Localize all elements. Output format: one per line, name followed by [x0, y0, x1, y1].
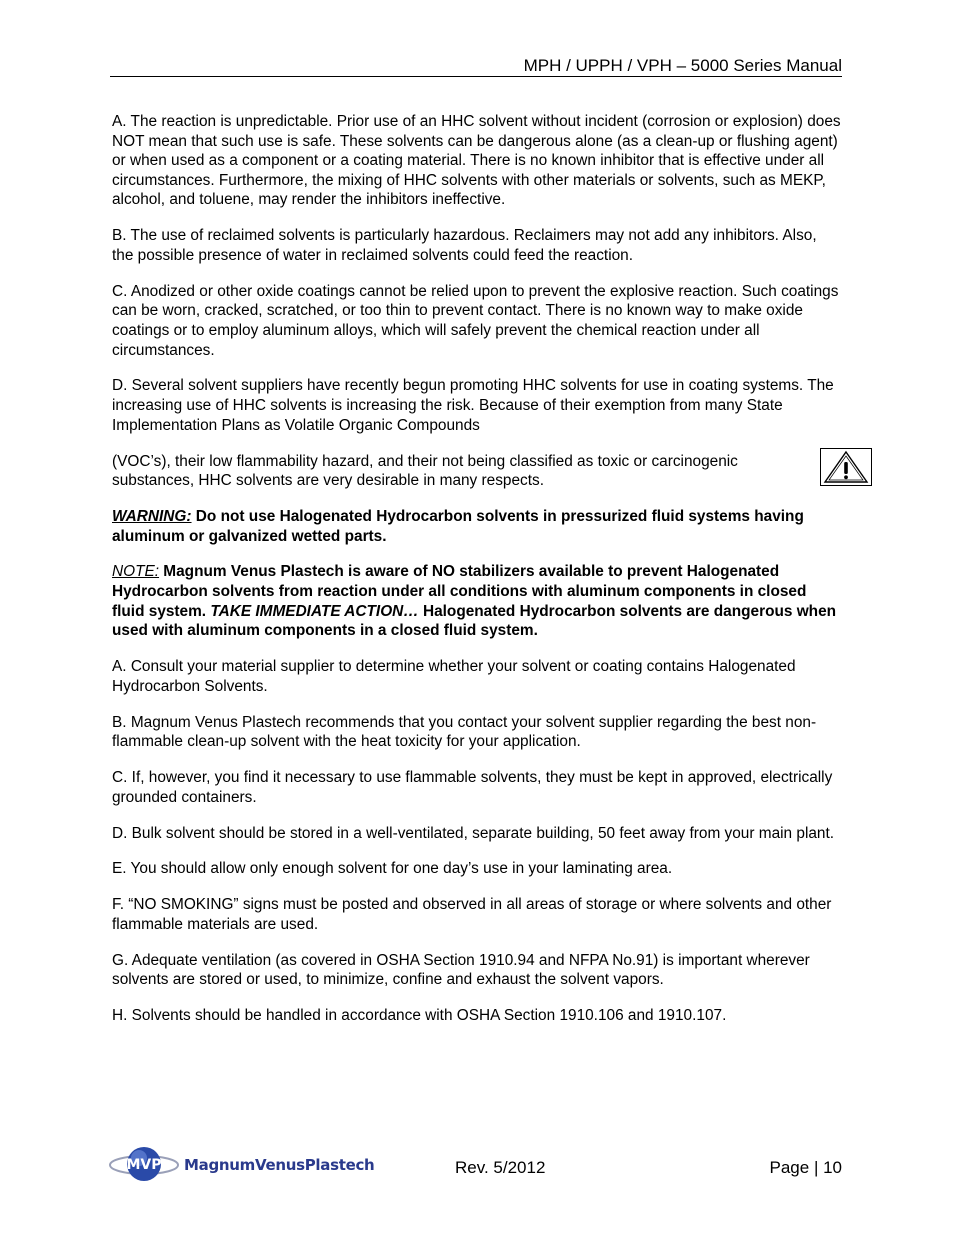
logo-wordmark: MagnumVenusPlastech: [184, 1156, 375, 1174]
revision-date: Rev. 5/2012: [455, 1158, 546, 1177]
safety-item-b: B. Magnum Venus Plastech recommends that you contact your solvent supplier regarding the best non-flammable clean-up solvent with the heat toxicity for your application.: [112, 713, 817, 751]
paragraph-a: A. The reaction is unpredictable. Prior use of an HHC solvent without incident (corrosion or explosion) does NOT mean that such use is safe. These solvents can be dangerous alone (as a clean-up or flushing agent) or when used as a component or a coating material. There is no known inhibitor that is effective under all circumstances. Furthermore, the mixing of HHC solvents with other materials or solvents, such as MEKP, alcohol, and toluene, may render the inhibitors ineffective.: [112, 113, 841, 209]
note-text-2: Halogenated Hydrocarbon solvents are dangerous when used with aluminum components in a closed fluid system.: [112, 602, 837, 640]
company-logo: [104, 1140, 394, 1188]
warning-triangle-icon: [820, 448, 872, 486]
paragraph-b: B. The use of reclaimed solvents is particularly hazardous. Reclaimers may not add any inhibitors. Also, the possible presence of water in reclaimed solvents could feed the reaction.: [112, 227, 817, 264]
paragraph-d-continued: (VOC’s), their low flammability hazard, and their not being classified as toxic or carcinogenic substances, HHC solvents are very desirable in many respects.: [112, 452, 738, 490]
note-italic-action: TAKE IMMEDIATE ACTION…: [210, 602, 419, 620]
note-paragraph: [112, 562, 842, 640]
paragraph-c: C. Anodized or other oxide coatings cannot be relied upon to prevent the explosive reaction. Such coatings can be worn, cracked, scratched, or too thin to prevent contact. There is no known way to make oxide coatings or to employ aluminum alloys, which will safely prevent the chemical reaction under all circumstances.: [112, 282, 839, 359]
logo-badge-text: MVP: [126, 1157, 162, 1173]
safety-item-h: H. Solvents should be handled in accordance with OSHA Section 1910.106 and 1910.107.: [112, 1007, 727, 1025]
safety-item-a: A. Consult your material supplier to determine whether your solvent or coating contains Halogenated Hydrocarbon Solvents.: [112, 658, 796, 695]
paragraph-d-continued-block: [112, 452, 842, 491]
paragraph-d: D. Several solvent suppliers have recently begun promoting HHC solvents for use in coating systems. The increasing use of HHC solvents is increasing the risk. Because of their exemption from many State Implementation Plans as Volatile Organic Compounds: [112, 377, 834, 434]
header-divider: [110, 76, 842, 77]
page-number: Page | 10: [769, 1158, 842, 1177]
safety-item-f: F. “NO SMOKING” signs must be posted and observed in all areas of storage or where solvents and other flammable materials are used.: [112, 896, 832, 933]
page-body: [112, 112, 842, 1042]
page-footer: [0, 1140, 954, 1190]
note-label: NOTE:: [112, 563, 160, 581]
manual-title: MPH / UPPH / VPH – 5000 Series Manual: [523, 56, 842, 75]
warning-text: Do not use Halogenated Hydrocarbon solvents in pressurized fluid systems having aluminum or galvanized wetted parts.: [112, 507, 804, 545]
safety-item-d: D. Bulk solvent should be stored in a well-ventilated, separate building, 50 feet away from your main plant.: [112, 824, 835, 842]
warning-label: WARNING:: [112, 507, 192, 525]
safety-item-c: C. If, however, you find it necessary to use flammable solvents, they must be kept in approved, electrically grounded containers.: [112, 769, 833, 806]
warning-paragraph: [112, 507, 842, 546]
mvp-logo-icon: [108, 1144, 180, 1184]
safety-item-g: G. Adequate ventilation (as covered in OSHA Section 1910.94 and NFPA No.91) is important wherever solvents are stored or used, to minimize, confine and exhaust the solvent vapors.: [112, 951, 810, 989]
safety-item-e: E. You should allow only enough solvent for one day’s use in your laminating area.: [112, 860, 673, 878]
note-text-1: Magnum Venus Plastech is aware of NO stabilizers available to prevent Halogenated Hydrocarbon solvents from reaction under all conditions with aluminum components in closed fluid system.: [112, 563, 807, 620]
